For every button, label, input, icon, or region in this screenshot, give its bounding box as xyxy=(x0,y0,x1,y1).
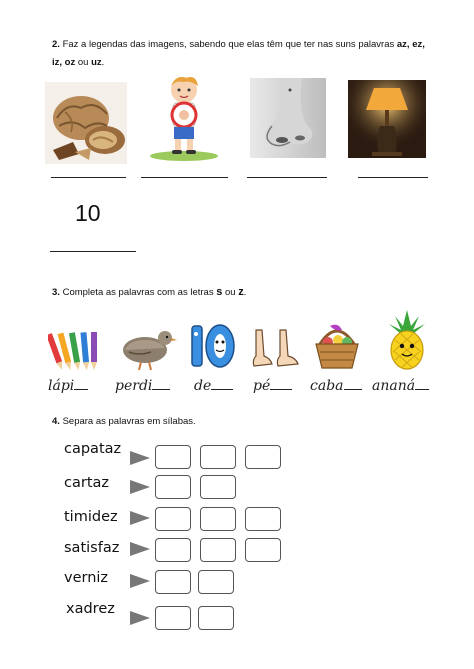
syllable-box[interactable] xyxy=(198,570,234,594)
syllable-box[interactable] xyxy=(200,538,236,562)
syllable-box[interactable] xyxy=(155,538,191,562)
arrow-icon xyxy=(130,480,150,494)
walnut-image xyxy=(45,82,127,164)
answer-line-nose[interactable] xyxy=(247,177,327,178)
blank-caba[interactable] xyxy=(344,389,362,390)
pencils-image xyxy=(48,328,100,372)
question-4-text: 4. Separa as palavras em sílabas. xyxy=(52,416,196,427)
fill-word-anana: ananá xyxy=(372,378,429,394)
question-3-text: 3. Completa as palavras com as letras s ou z. xyxy=(52,286,247,298)
feet-image xyxy=(248,326,302,372)
arrow-icon xyxy=(130,511,150,525)
blank-lapi[interactable] xyxy=(74,389,88,390)
fill-word-caba: caba xyxy=(310,378,362,394)
syllable-box[interactable] xyxy=(155,475,191,499)
syllable-box[interactable] xyxy=(245,445,281,469)
syllable-box[interactable] xyxy=(155,445,191,469)
arrow-icon xyxy=(130,574,150,588)
syllable-box[interactable] xyxy=(245,507,281,531)
blank-pe[interactable] xyxy=(270,389,292,390)
fill-word-de: de xyxy=(194,378,233,394)
basket-image xyxy=(312,320,362,372)
syllable-word-satisfaz: satisfaz xyxy=(64,540,120,556)
blank-anana[interactable] xyxy=(415,389,429,390)
arrow-icon xyxy=(130,542,150,556)
lamp-image xyxy=(348,80,426,158)
syllable-box[interactable] xyxy=(155,507,191,531)
syllable-box[interactable] xyxy=(198,606,234,630)
arrow-icon xyxy=(130,611,150,625)
syllable-box[interactable] xyxy=(155,570,191,594)
answer-line-boy[interactable] xyxy=(141,177,228,178)
fill-word-pe: pé xyxy=(253,378,292,394)
pineapple-image xyxy=(383,308,431,372)
syllable-word-xadrez: xadrez xyxy=(66,601,115,617)
answer-line-lamp[interactable] xyxy=(358,177,428,178)
syllable-word-capataz: capataz xyxy=(64,441,122,457)
fill-word-perdi: perdi xyxy=(115,378,170,394)
arrow-icon xyxy=(130,451,150,465)
number-ten-label: 10 xyxy=(75,200,101,226)
syllable-word-verniz: verniz xyxy=(64,570,109,586)
answer-line-walnut[interactable] xyxy=(51,177,126,178)
syllable-box[interactable] xyxy=(245,538,281,562)
syllable-box[interactable] xyxy=(200,507,236,531)
blank-de[interactable] xyxy=(211,389,233,390)
number-ten-image xyxy=(188,320,238,372)
partridge-image xyxy=(115,322,179,372)
syllable-word-timidez: timidez xyxy=(64,509,118,525)
question-2-text: 2. Faz a legendas das imagens, sabendo que elas têm que ter nas suns palavras az, ez, iz, oz ou uz. xyxy=(52,39,425,68)
nose-image xyxy=(250,78,326,158)
syllable-box[interactable] xyxy=(155,606,191,630)
blank-perdi[interactable] xyxy=(152,389,170,390)
syllable-box[interactable] xyxy=(200,475,236,499)
answer-line-number[interactable] xyxy=(50,251,136,252)
syllable-box[interactable] xyxy=(200,445,236,469)
fill-word-lapi: lápi xyxy=(48,378,88,394)
syllable-word-cartaz: cartaz xyxy=(64,475,110,491)
boy-with-ball-image xyxy=(146,72,222,162)
